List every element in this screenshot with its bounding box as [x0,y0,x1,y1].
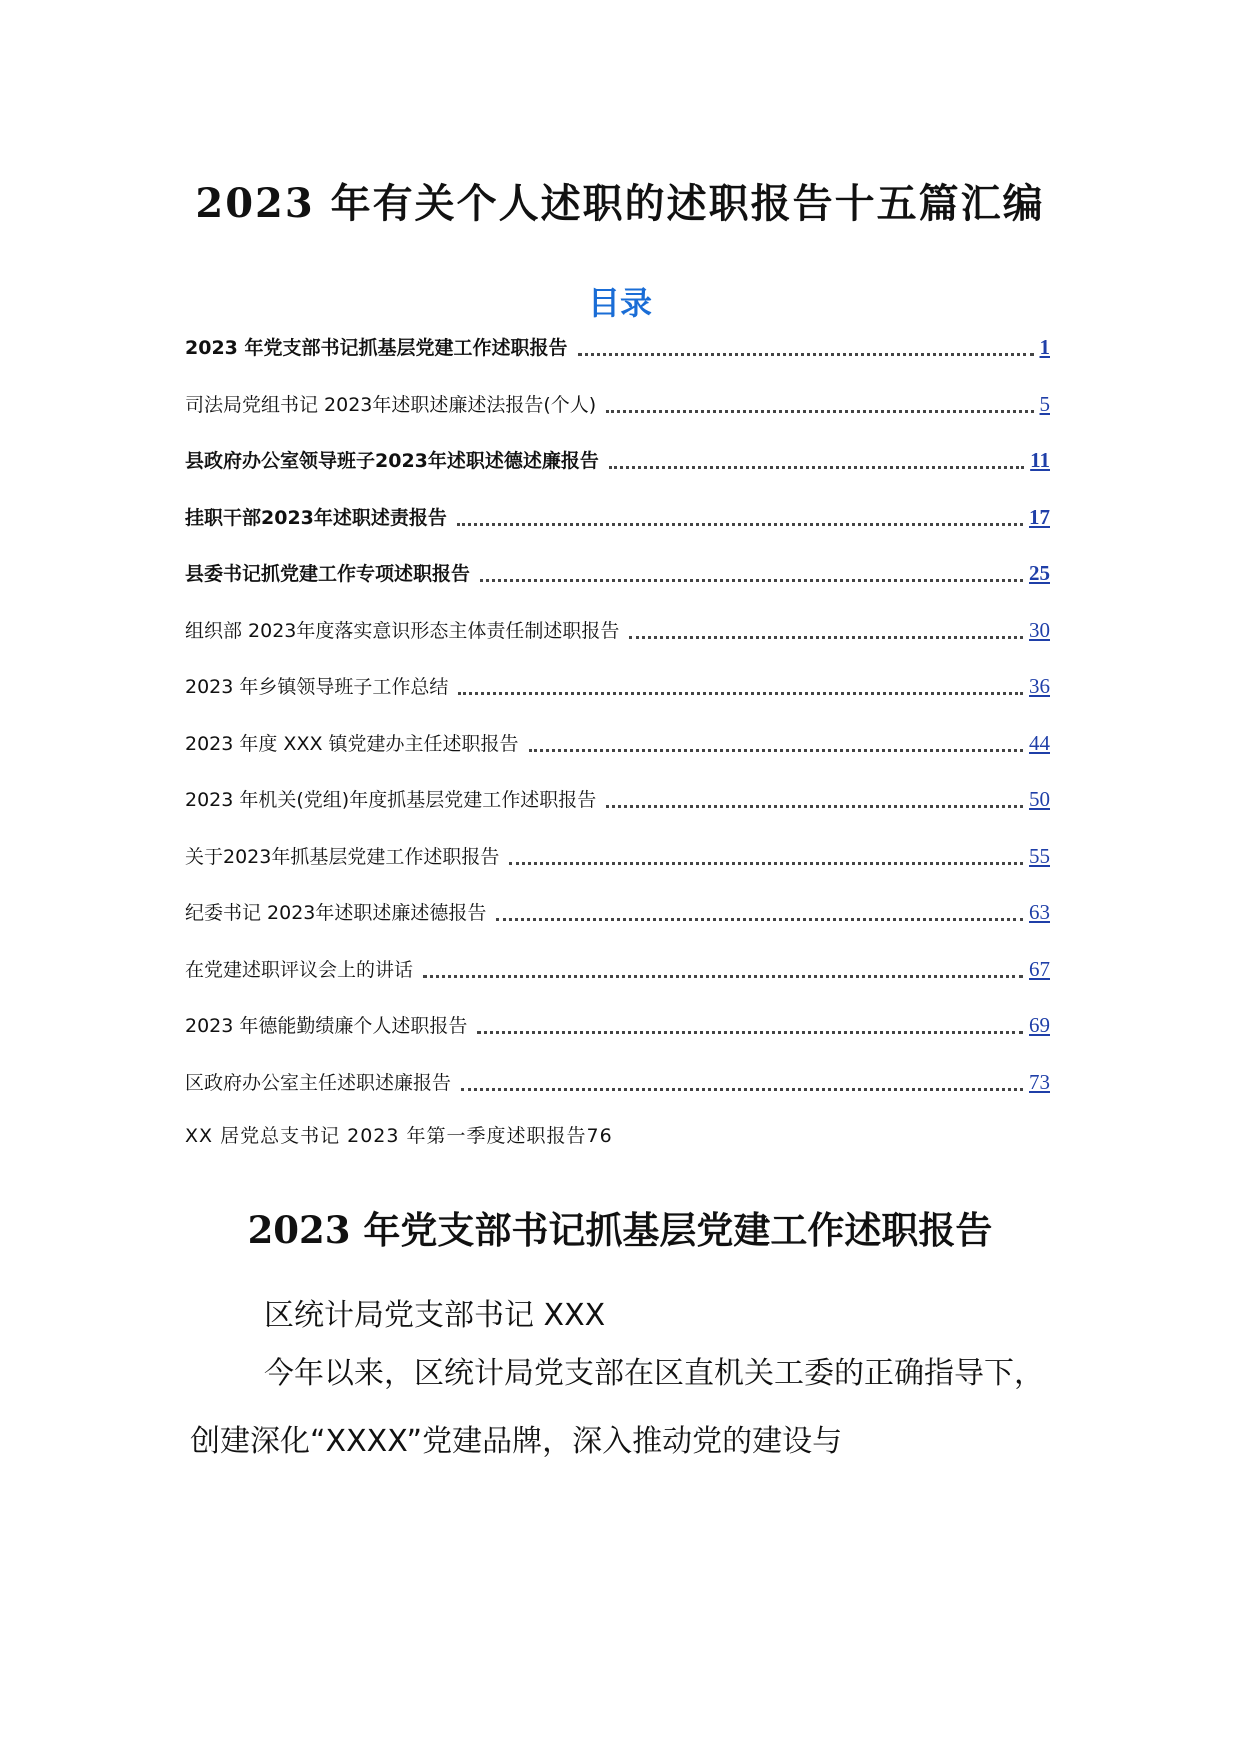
toc-page-link[interactable]: 63 [1029,900,1050,924]
toc-page-link[interactable]: 5 [1039,392,1050,416]
toc-entry-title: 县委书记抓党建工作专项述职报告 [185,563,471,585]
toc-entry-title: 2023 年德能勤绩廉个人述职报告 [185,1015,468,1037]
toc-entry[interactable] [185,330,1050,360]
toc-page-link[interactable]: 25 [1029,561,1050,585]
toc-dot-leader [496,917,1023,921]
toc-entry-title: 组织部 2023年度落实意识形态主体责任制述职报告 [185,620,620,642]
toc-dot-leader [457,522,1023,526]
toc-dot-leader [606,804,1023,808]
toc-entry[interactable] [185,1065,1050,1095]
toc-dot-leader [477,1030,1023,1034]
toc-entry-title: 2023 年机关(党组)年度抓基层党建工作述职报告 [185,789,597,811]
toc-entry-title: 2023 年党支部书记抓基层党建工作述职报告 [185,337,568,359]
toc-entry-title: 纪委书记 2023年述职述廉述德报告 [185,902,487,924]
toc-dot-leader [529,748,1023,752]
toc-entry[interactable] [185,669,1050,699]
toc-dot-leader [480,578,1023,582]
toc-page-link[interactable]: 17 [1029,505,1050,529]
toc-page-link[interactable]: 55 [1029,844,1050,868]
toc-page-link[interactable]: 36 [1029,674,1050,698]
toc-entry-title: 2023 年度 XXX 镇党建办主任述职报告 [185,733,519,755]
toc-page-link[interactable]: 50 [1029,787,1050,811]
toc-page-link[interactable]: 30 [1029,618,1050,642]
toc-entry[interactable] [185,895,1050,925]
toc-entry[interactable] [185,443,1050,473]
author-byline: 区统计局党支部书记 XXX [264,1298,606,1333]
toc-entry-title: 司法局党组书记 2023年述职述廉述法报告(个人) [185,394,597,416]
toc-dot-leader [458,691,1023,695]
toc-entry[interactable] [185,782,1050,812]
body-paragraph: 今年以来，区统计局党支部在区直机关工委的正确指导下，创建深化“XXXX”党建品牌，深入推动党的建设与 [190,1356,1044,1459]
toc-page-link[interactable]: 67 [1029,957,1050,981]
toc-page-link[interactable]: 69 [1029,1013,1050,1037]
toc-entry[interactable] [185,1008,1050,1038]
toc-page-link[interactable]: 1 [1039,335,1050,359]
document-title: 2023 年有关个人述职的述职报告十五篇汇编 [195,180,1045,227]
toc-page-link[interactable]: 44 [1029,731,1050,755]
toc-dot-leader [509,861,1023,865]
toc-dot-leader [423,974,1023,978]
toc-entry[interactable] [185,952,1050,982]
toc-entry[interactable] [185,839,1050,869]
section-title: 2023 年党支部书记抓基层党建工作述职报告 [247,1208,993,1252]
toc-dot-leader [578,352,1034,356]
toc-entry-title: 县政府办公室领导班子2023年述职述德述廉报告 [185,450,599,472]
toc-entry[interactable] [185,556,1050,586]
toc-entry[interactable] [185,726,1050,756]
toc-dot-leader [629,635,1023,639]
toc-dot-leader [606,409,1033,413]
toc-page-link[interactable]: 11 [1030,448,1050,472]
toc-entry-title: 区政府办公室主任述职述廉报告 [185,1072,452,1094]
toc-entry[interactable] [185,387,1050,417]
toc-page-link[interactable]: 73 [1029,1070,1050,1094]
toc-entry[interactable] [185,613,1050,643]
toc-dot-leader [461,1087,1023,1091]
toc-dot-leader [609,465,1024,469]
toc-entry-title: 挂职干部2023年述职述责报告 [185,507,447,529]
toc-entry[interactable] [185,500,1050,530]
toc-heading: 目录 [587,284,652,322]
toc-entry-title: 关于2023年抓基层党建工作述职报告 [185,846,500,868]
toc-entry-title: 2023 年乡镇领导班子工作总结 [185,676,449,698]
toc-entry-title: 在党建述职评议会上的讲话 [185,959,414,981]
toc-entry-last[interactable]: XX 居党总支书记 2023 年第一季度述职报告76 [185,1125,613,1147]
